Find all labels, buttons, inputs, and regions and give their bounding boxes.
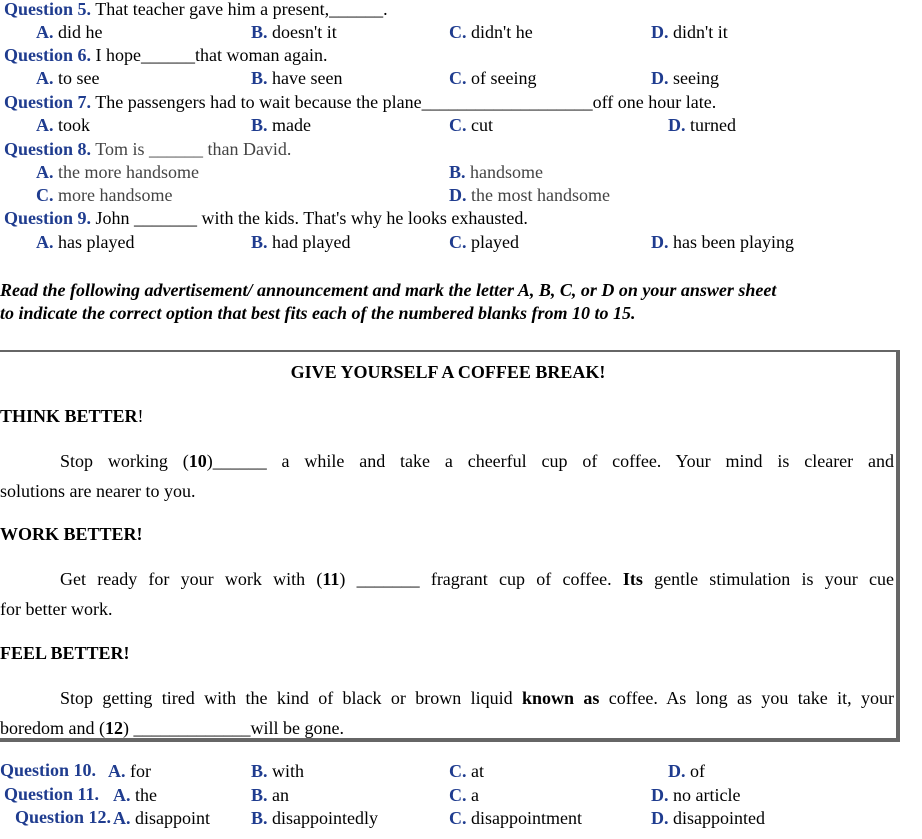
paragraph-think-better: Stop working (10)______ a while and take a cheerful cup of coffee. Your mind is clearer and solutions are nearer to you. — [0, 451, 894, 501]
question-10-option-c[interactable]: C. at — [449, 761, 484, 781]
question-7-option-c[interactable]: C. cut — [449, 115, 493, 135]
question-7-option-a[interactable]: A. took — [36, 115, 91, 135]
question-8-option-c[interactable]: C. more handsome — [36, 185, 173, 205]
question-7-option-b[interactable]: B. made — [251, 115, 311, 135]
question-10-option-a[interactable]: A. for — [108, 761, 151, 781]
question-10-option-d[interactable]: D. of — [668, 761, 705, 781]
advertisement-title: GIVE YOURSELF A COFFEE BREAK! — [290, 362, 606, 382]
question-6-stem: Question 6. I hope______that woman again. — [4, 45, 328, 65]
question-8-stem: Question 8. Tom is ______ than David. — [4, 139, 292, 159]
question-8-option-d[interactable]: D. the most handsome — [449, 185, 610, 205]
question-10-label: Question 10. — [0, 760, 97, 780]
question-12-label: Question 12. — [15, 807, 112, 827]
question-7-stem: Question 7. The passengers had to wait because the plane___________________off one hour late. — [4, 92, 717, 112]
section-work-better: WORK BETTER! — [0, 524, 143, 544]
question-8-option-b[interactable]: B. handsome — [449, 162, 543, 182]
paragraph-work-better: Get ready for your work with (11) _______ fragrant cup of coffee. Its gentle stimulation is your cue for better work. — [0, 569, 894, 619]
question-label: Question 5. — [4, 0, 92, 19]
question-9-option-c[interactable]: C. played — [449, 232, 519, 252]
question-7-option-d[interactable]: D. turned — [668, 115, 736, 135]
question-10-option-b[interactable]: B. with — [251, 761, 305, 781]
question-5-option-a[interactable]: A. did he — [36, 22, 103, 42]
question-12-option-a[interactable]: A. disappoint — [113, 808, 210, 828]
question-5-option-b[interactable]: B. doesn't it — [251, 22, 337, 42]
section-think-better: THINK BETTER! — [0, 406, 144, 426]
section-feel-better: FEEL BETTER! — [0, 643, 130, 663]
question-9-option-a[interactable]: A. has played — [36, 232, 135, 252]
question-6-option-d[interactable]: D. seeing — [651, 68, 719, 88]
question-8-option-a[interactable]: A. the more handsome — [36, 162, 199, 182]
question-6-option-c[interactable]: C. of seeing — [449, 68, 537, 88]
question-5-option-d[interactable]: D. didn't it — [651, 22, 728, 42]
question-12-option-b[interactable]: B. disappointedly — [251, 808, 379, 828]
question-11-option-a[interactable]: A. the — [113, 785, 157, 805]
question-label: Question 6. — [4, 45, 92, 65]
question-6-option-b[interactable]: B. have seen — [251, 68, 343, 88]
question-11-label: Question 11. — [4, 784, 100, 804]
question-11-option-b[interactable]: B. an — [251, 785, 290, 805]
question-12-option-c[interactable]: C. disappointment — [449, 808, 582, 828]
question-12-option-d[interactable]: D. disappointed — [651, 808, 765, 828]
question-9-option-b[interactable]: B. had played — [251, 232, 351, 252]
question-9-stem: Question 9. John _______ with the kids. That's why he looks exhausted. — [4, 208, 528, 228]
question-6-option-a[interactable]: A. to see — [36, 68, 100, 88]
instruction-text: Read the following advertisement/ announcement and mark the letter A, B, C, or D on your answer sheet to indicate the correct option that best fits each of the numbered blanks from 10 to 15. — [0, 280, 777, 323]
question-label: Question 8. — [4, 139, 92, 159]
question-label: Question 7. — [4, 92, 92, 112]
question-5-option-c[interactable]: C. didn't he — [449, 22, 533, 42]
paragraph-feel-better: Stop getting tired with the kind of black or brown liquid known as coffee. As long as you take it, your boredom and (12) _____________will be gone. — [0, 688, 894, 738]
question-5-stem: Question 5. That teacher gave him a present,______. — [4, 0, 388, 19]
question-9-option-d[interactable]: D. has been playing — [651, 232, 794, 252]
question-label: Question 9. — [4, 208, 92, 228]
question-11-option-d[interactable]: D. no article — [651, 785, 741, 805]
question-11-option-c[interactable]: C. a — [449, 785, 479, 805]
